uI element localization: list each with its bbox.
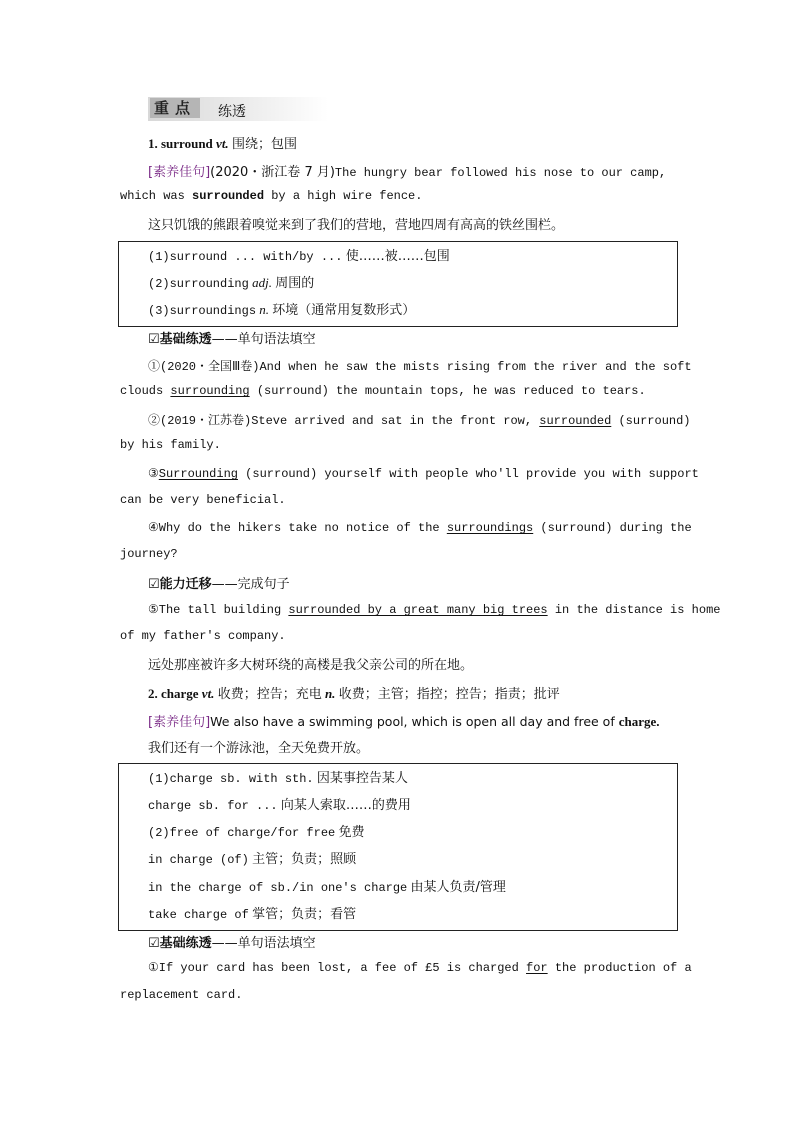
entry-meaning: 收费；控告；充电 — [217, 687, 322, 702]
exercise-section-header — [148, 328, 316, 347]
phrase-en: (1)charge sb. with sth. — [148, 772, 314, 786]
phrase-en: in charge (of) — [148, 853, 249, 867]
example-line-2 — [120, 189, 422, 203]
entry-word: surround — [161, 136, 213, 151]
tag-label: [素养佳句] — [148, 715, 211, 730]
text-segment: the production of a — [547, 961, 692, 975]
phrase-en: (2)surrounding — [148, 277, 249, 291]
phrase-cn: 使……被……包围 — [345, 249, 450, 264]
phrase-line — [148, 903, 356, 922]
answer: surroundings — [446, 521, 534, 535]
text-segment: (surround) yourself with people who'll provide you with support — [237, 467, 699, 481]
section-title: 练透 — [218, 104, 246, 120]
translation-1: 这只饥饿的熊跟着嗅觉来到了我们的营地，营地四周有高高的铁丝围栏。 — [148, 218, 565, 233]
example-line-1 — [148, 161, 666, 180]
question-1-line-2 — [120, 384, 646, 398]
answer: surrounded by a great many big trees — [288, 603, 548, 617]
text-segment: £5 — [425, 961, 440, 975]
question-5-translation: 远处那座被许多大树环绕的高楼是我父亲公司的所在地。 — [148, 658, 474, 673]
phrase-line — [148, 848, 356, 867]
text-segment: (surround) during the — [533, 521, 692, 535]
phrase-cn: 周围的 — [275, 276, 315, 291]
entry-pos: n. — [324, 686, 336, 701]
text-segment: (surround) — [611, 414, 691, 428]
question-2-1-line-1 — [148, 960, 692, 975]
phrase-en: charge sb. for ... — [148, 799, 278, 813]
phrase-cn: 向某人索取……的费用 — [280, 798, 411, 813]
section-subtitle: 单句语法填空 — [237, 936, 316, 951]
dash: —— — [211, 936, 238, 951]
phrase-en: (2)free of charge/for free — [148, 826, 336, 840]
entry-meaning: 围绕；包围 — [231, 137, 297, 152]
example-text: The hungry bear followed his nose to our camp, — [334, 166, 667, 180]
phrase-en: (3)surroundings — [148, 304, 257, 318]
entry-word: charge — [161, 686, 199, 701]
text-segment: ①If your card has been lost, a fee of — [148, 961, 426, 975]
exercise-section-header — [148, 573, 290, 592]
entry-pos: vt. — [216, 136, 229, 151]
question-2-line-1 — [148, 411, 691, 428]
text-segment: ⑤The tall building — [148, 603, 289, 617]
section-title: 基础练透 — [159, 332, 212, 347]
answer: for — [526, 961, 548, 975]
phrase-en: (1)surround ... with/by ... — [148, 250, 343, 264]
text-segment: (surround) the mountain tops, he was reduced to tears. — [249, 384, 646, 398]
phrase-pos: adj. — [252, 275, 272, 290]
example-text: We also have a swimming pool, which is open all day and free of — [210, 714, 619, 729]
phrase-cn: 环境（通常用复数形式） — [272, 303, 416, 318]
text-segment: in the distance is home — [547, 603, 721, 617]
phrase-line — [148, 794, 411, 813]
phrase-line — [148, 272, 314, 291]
text-segment: which was — [120, 189, 193, 203]
phrase-line — [148, 299, 415, 318]
question-5-line-1 — [148, 602, 720, 617]
checkbox-icon: ☑ — [148, 577, 160, 592]
text-segment: clouds — [120, 384, 171, 398]
phrase-cn: 因某事控告某人 — [316, 771, 408, 786]
translation-2: 我们还有一个游泳池，全天免费开放。 — [148, 741, 370, 756]
section-title: 基础练透 — [159, 936, 212, 951]
section-tag: 重点 — [150, 98, 200, 118]
entry-number: 2. — [148, 686, 158, 701]
entry-number: 1. — [148, 136, 158, 151]
section-subtitle: 完成句子 — [237, 577, 290, 592]
question-4-line-1 — [148, 520, 692, 535]
phrase-line — [148, 245, 450, 264]
section-subtitle: 单句语法填空 — [237, 332, 316, 347]
phrase-cn: 掌管；负责；看管 — [252, 907, 357, 922]
phrase-en: in the charge of sb./in one's charge — [148, 881, 408, 895]
question-2-line-2: by his family. — [120, 438, 221, 452]
text-segment: by a high wire fence. — [264, 189, 423, 203]
checkbox-icon: ☑ — [148, 332, 160, 347]
phrase-en: take charge of — [148, 908, 249, 922]
dash: —— — [211, 332, 238, 347]
text-segment: ③ — [148, 467, 159, 481]
phrase-cn: 主管；负责；照顾 — [252, 852, 357, 867]
question-1-line-1: ①(2020・全国Ⅲ卷)And when he saw the mists rising from the river and the soft — [148, 360, 692, 374]
question-3-line-2: can be very beneficial. — [120, 493, 286, 507]
entry-meaning: 收费；主管；指控；控告；指责；批评 — [338, 687, 560, 702]
text-segment: is charged — [439, 961, 527, 975]
highlight-word: charge. — [618, 714, 660, 729]
dash: —— — [211, 577, 238, 592]
checkbox-icon: ☑ — [148, 936, 160, 951]
question-2-1-line-2: replacement card. — [120, 988, 243, 1002]
text-segment: ②(2019・江苏卷)Steve arrived and sat in the front row, — [148, 414, 540, 428]
phrase-cn: 由某人负责/管理 — [410, 880, 506, 895]
phrase-line — [148, 767, 408, 786]
answer: surrounding — [170, 384, 250, 398]
question-3-line-1 — [148, 466, 699, 481]
question-4-line-2: journey? — [120, 547, 178, 561]
answer: surrounded — [539, 414, 612, 428]
example-line-1 — [148, 711, 660, 730]
source-label: (2020・浙江卷 7 月) — [210, 165, 335, 180]
phrase-line — [148, 876, 506, 895]
highlight-word: surrounded — [192, 189, 265, 203]
question-5-line-2: of my father's company. — [120, 629, 286, 643]
exercise-section-header — [148, 932, 316, 951]
text-segment: ④Why do the hikers take no notice of the — [148, 521, 447, 535]
phrase-pos: n. — [259, 302, 270, 317]
entry2-heading — [148, 683, 560, 702]
entry-pos: vt. — [201, 686, 215, 701]
phrase-cn: 免费 — [338, 825, 365, 840]
phrase-line — [148, 821, 365, 840]
tag-label: [素养佳句] — [148, 165, 211, 180]
entry1-heading — [148, 133, 297, 152]
answer: Surrounding — [158, 467, 238, 481]
section-title: 能力迁移 — [159, 577, 212, 592]
